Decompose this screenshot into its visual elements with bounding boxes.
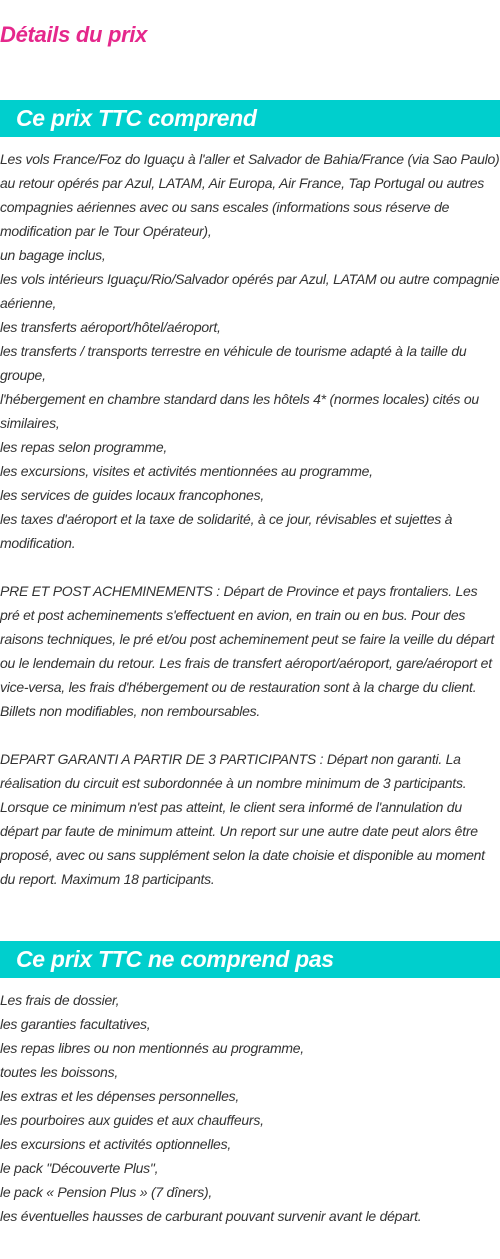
pre-post-transport-paragraph: PRE ET POST ACHEMINEMENTS : Départ de Province et pays frontaliers. Les pré et post acheminements s'effectuent en avion, en train ou en bus. Pour des raisons techniques, le pré et/ou post acheminement peut se faire la veille du départ ou le lendemain du retour. Les frais de transfert aéroport/aéroport, gare/aéroport et vice-versa, les frais d'hébergement ou de restauration sont à la charge du client. Billets non modifiables, non remboursables. [0, 583, 495, 719]
list-item: Les vols France/Foz do Iguaçu à l'aller et Salvador de Bahia/France (via Sao Paulo) au retour opérés par Azul, LATAM, Air Europa, Air France, Tap Portugal ou autres compagnies aériennes avec ou sans escales (informations sous réserve de modification par le Tour Opérateur), [0, 151, 500, 239]
excluded-list [0, 988, 500, 1228]
list-item: les transferts aéroport/hôtel/aéroport, [0, 319, 221, 335]
included-list [0, 147, 500, 555]
list-item: l'hébergement en chambre standard dans les hôtels 4* (normes locales) cités ou similaires, [0, 391, 479, 431]
list-item: les excursions et activités optionnelles, [0, 1136, 231, 1152]
list-item: les excursions, visites et activités mentionnées au programme, [0, 463, 373, 479]
list-item: Les frais de dossier, [0, 992, 120, 1008]
list-item: les vols intérieurs Iguaçu/Rio/Salvador opérés par Azul, LATAM ou autre compagnie aérienne, [0, 271, 500, 311]
page-title: Détails du prix [0, 22, 148, 47]
list-item: le pack "Découverte Plus", [0, 1160, 159, 1176]
list-item: les extras et les dépenses personnelles, [0, 1088, 240, 1104]
list-item: les garanties facultatives, [0, 1016, 151, 1032]
list-item: toutes les boissons, [0, 1064, 118, 1080]
list-item: les éventuelles hausses de carburant pouvant survenir avant le départ. [0, 1208, 422, 1224]
guaranteed-departure-paragraph: DEPART GARANTI A PARTIR DE 3 PARTICIPANTS : Départ non garanti. La réalisation du circuit est subordonnée à un nombre minimum de 3 participants. Lorsque ce minimum n'est pas atteint, le client sera informé de l'annulation du départ par faute de minimum atteint. Un report sur une autre date peut alors être proposé, avec ou sans supplément selon la date choisie et disponible au moment du report. Maximum 18 participants. [0, 751, 485, 887]
list-item: les transferts / transports terrestre en véhicule de tourisme adapté à la taille du groupe, [0, 343, 467, 383]
included-heading: Ce prix TTC comprend [0, 100, 500, 137]
list-item: les repas libres ou non mentionnés au programme, [0, 1040, 304, 1056]
list-item: les pourboires aux guides et aux chauffeurs, [0, 1112, 264, 1128]
excluded-heading: Ce prix TTC ne comprend pas [0, 941, 500, 978]
list-item: le pack « Pension Plus » (7 dîners), [0, 1184, 213, 1200]
list-item: les taxes d'aéroport et la taxe de solidarité, à ce jour, révisables et sujettes à modification. [0, 511, 453, 551]
list-item: un bagage inclus, [0, 247, 106, 263]
list-item: les repas selon programme, [0, 439, 168, 455]
list-item: les services de guides locaux francophones, [0, 487, 264, 503]
